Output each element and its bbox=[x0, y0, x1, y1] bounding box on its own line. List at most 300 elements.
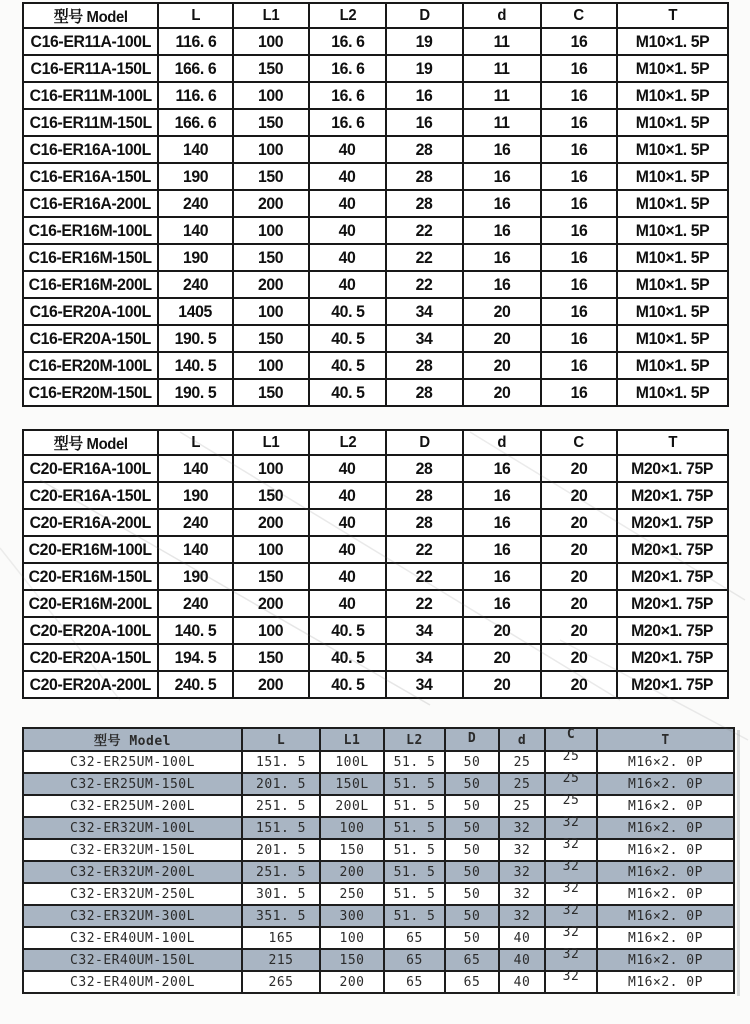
table-row bbox=[23, 861, 734, 883]
value-cell bbox=[158, 271, 233, 298]
value-cell bbox=[499, 839, 545, 861]
model-cell bbox=[23, 482, 158, 509]
value-cell bbox=[158, 136, 233, 163]
value-label: M16×2. 0P bbox=[628, 799, 703, 814]
column-header bbox=[309, 430, 386, 455]
column-header bbox=[386, 3, 463, 28]
table-row bbox=[23, 671, 728, 698]
column-header-label: d bbox=[517, 732, 527, 748]
value-label: 100 bbox=[339, 821, 365, 836]
value-label: 20 bbox=[493, 382, 511, 402]
table-row bbox=[23, 751, 734, 773]
value-label: 50 bbox=[463, 865, 481, 880]
value-cell bbox=[309, 244, 386, 271]
value-label: 100 bbox=[258, 139, 284, 159]
value-label: 151. 5 bbox=[256, 755, 306, 770]
value-cell bbox=[158, 325, 233, 352]
model-cell bbox=[23, 861, 242, 883]
value-label: 32 bbox=[562, 903, 580, 918]
value-label: 215 bbox=[268, 953, 294, 968]
model-cell bbox=[23, 644, 158, 671]
value-label: 16. 6 bbox=[330, 31, 365, 51]
model-cell bbox=[23, 379, 158, 406]
value-label: 201. 5 bbox=[256, 777, 306, 792]
model-label: C20-ER16M-150L bbox=[28, 566, 153, 586]
value-label: 150 bbox=[258, 566, 284, 586]
value-label: 100L bbox=[335, 755, 369, 770]
value-label: 40 bbox=[339, 220, 356, 240]
value-cell bbox=[386, 379, 463, 406]
value-cell bbox=[445, 795, 499, 817]
value-label: 100 bbox=[258, 85, 284, 105]
model-label: C20-ER16A-150L bbox=[29, 485, 152, 505]
value-cell bbox=[597, 927, 734, 949]
value-cell bbox=[541, 352, 617, 379]
table-row bbox=[23, 949, 734, 971]
column-header bbox=[386, 430, 463, 455]
value-label: 25 bbox=[562, 771, 580, 786]
model-label: C32-ER25UM-200L bbox=[70, 799, 195, 814]
value-label: 16 bbox=[570, 274, 588, 294]
value-label: 190 bbox=[182, 566, 209, 586]
value-label: 150 bbox=[258, 247, 284, 267]
model-cell bbox=[23, 905, 242, 927]
value-cell bbox=[541, 563, 617, 590]
value-label: 19 bbox=[416, 31, 433, 51]
value-cell bbox=[233, 163, 309, 190]
value-label: M10×1. 5P bbox=[635, 382, 710, 402]
value-cell bbox=[386, 55, 463, 82]
value-cell bbox=[384, 971, 445, 993]
value-label: 20 bbox=[570, 485, 588, 505]
value-cell bbox=[309, 298, 386, 325]
value-cell bbox=[242, 751, 320, 773]
value-label: 51. 5 bbox=[393, 821, 436, 836]
value-label: 20 bbox=[570, 674, 588, 694]
value-label: 28 bbox=[416, 355, 433, 375]
value-cell bbox=[463, 509, 541, 536]
column-header bbox=[23, 430, 158, 455]
value-label: 16 bbox=[493, 139, 511, 159]
value-label: 28 bbox=[416, 485, 433, 505]
table-row bbox=[23, 325, 728, 352]
value-label: 16. 6 bbox=[330, 112, 365, 132]
value-label: 40 bbox=[339, 512, 356, 532]
value-label: 51. 5 bbox=[393, 755, 436, 770]
value-label: 100 bbox=[258, 355, 284, 375]
value-label: 28 bbox=[416, 193, 433, 213]
value-label: 32 bbox=[513, 865, 531, 880]
value-label: M20×1. 75P bbox=[631, 593, 714, 613]
value-cell bbox=[499, 751, 545, 773]
value-label: M20×1. 75P bbox=[631, 458, 714, 478]
model-cell bbox=[23, 817, 242, 839]
model-label: C16-ER20M-100L bbox=[28, 355, 153, 375]
value-cell bbox=[233, 455, 309, 482]
value-cell bbox=[463, 617, 541, 644]
model-cell bbox=[23, 244, 158, 271]
value-label: 50 bbox=[463, 909, 481, 924]
value-label: M20×1. 75P bbox=[631, 620, 714, 640]
value-cell bbox=[617, 644, 728, 671]
value-cell bbox=[386, 617, 463, 644]
value-cell bbox=[233, 509, 309, 536]
model-cell bbox=[23, 927, 242, 949]
value-label: 22 bbox=[416, 274, 433, 294]
value-cell bbox=[233, 55, 309, 82]
value-cell bbox=[386, 271, 463, 298]
column-header-label: L2 bbox=[339, 433, 356, 451]
value-label: M10×1. 5P bbox=[635, 301, 710, 321]
value-label: 16 bbox=[570, 355, 588, 375]
model-cell bbox=[23, 55, 158, 82]
model-cell bbox=[23, 455, 158, 482]
model-label: C16-ER16A-150L bbox=[29, 166, 152, 186]
value-cell bbox=[541, 590, 617, 617]
model-cell bbox=[23, 163, 158, 190]
value-label: 200 bbox=[258, 274, 284, 294]
value-cell bbox=[541, 379, 617, 406]
value-label: 22 bbox=[416, 593, 433, 613]
value-cell bbox=[541, 55, 617, 82]
column-header bbox=[233, 430, 309, 455]
value-label: 32 bbox=[562, 969, 580, 984]
value-label: 25 bbox=[513, 799, 531, 814]
value-label: 200 bbox=[258, 674, 284, 694]
column-header-label: L2 bbox=[406, 732, 423, 748]
column-header-label: L bbox=[191, 6, 200, 24]
model-cell bbox=[23, 271, 158, 298]
value-cell bbox=[541, 298, 617, 325]
value-label: M10×1. 5P bbox=[635, 58, 710, 78]
table-row bbox=[23, 82, 728, 109]
value-cell bbox=[233, 244, 309, 271]
value-cell bbox=[463, 379, 541, 406]
value-label: 16 bbox=[493, 274, 511, 294]
value-cell bbox=[463, 644, 541, 671]
model-cell bbox=[23, 563, 158, 590]
value-cell bbox=[545, 773, 597, 795]
value-label: 100 bbox=[258, 458, 284, 478]
value-cell bbox=[233, 379, 309, 406]
value-cell bbox=[541, 617, 617, 644]
value-label: M10×1. 5P bbox=[635, 193, 710, 213]
model-label: C16-ER20A-150L bbox=[29, 328, 152, 348]
value-label: 40 bbox=[339, 593, 356, 613]
value-label: 11 bbox=[494, 58, 510, 78]
value-cell bbox=[545, 861, 597, 883]
value-label: 65 bbox=[463, 975, 481, 990]
table-row bbox=[23, 563, 728, 590]
value-cell bbox=[320, 927, 384, 949]
value-cell bbox=[445, 883, 499, 905]
value-label: 16 bbox=[493, 539, 511, 559]
value-cell bbox=[386, 455, 463, 482]
value-cell bbox=[617, 244, 728, 271]
value-cell bbox=[386, 217, 463, 244]
value-cell bbox=[463, 190, 541, 217]
value-label: 165 bbox=[268, 931, 294, 946]
value-label: 22 bbox=[416, 566, 433, 586]
value-label: 51. 5 bbox=[393, 777, 436, 792]
value-label: 16 bbox=[493, 512, 511, 532]
value-cell bbox=[386, 109, 463, 136]
value-cell bbox=[445, 861, 499, 883]
model-label: C20-ER20A-100L bbox=[29, 620, 152, 640]
value-cell bbox=[309, 163, 386, 190]
value-label: 40. 5 bbox=[330, 647, 365, 667]
value-label: 116. 6 bbox=[175, 85, 216, 105]
value-cell bbox=[541, 82, 617, 109]
value-label: 166. 6 bbox=[174, 112, 217, 132]
value-label: 16 bbox=[416, 85, 433, 105]
value-cell bbox=[309, 617, 386, 644]
value-label: 16 bbox=[570, 220, 588, 240]
value-label: 51. 5 bbox=[393, 865, 436, 880]
value-label: 201. 5 bbox=[256, 843, 306, 858]
value-cell bbox=[463, 536, 541, 563]
column-header-label: C bbox=[573, 6, 585, 24]
value-label: 40 bbox=[339, 274, 356, 294]
value-cell bbox=[541, 325, 617, 352]
value-label: M10×1. 5P bbox=[635, 247, 710, 267]
value-cell bbox=[386, 671, 463, 698]
value-label: M16×2. 0P bbox=[628, 865, 703, 880]
value-cell bbox=[541, 644, 617, 671]
value-label: 140 bbox=[182, 139, 209, 159]
value-cell bbox=[233, 482, 309, 509]
model-cell bbox=[23, 190, 158, 217]
value-cell bbox=[617, 455, 728, 482]
value-cell bbox=[309, 590, 386, 617]
value-cell bbox=[384, 773, 445, 795]
value-label: 32 bbox=[562, 859, 580, 874]
value-label: 28 bbox=[416, 382, 433, 402]
table-row bbox=[23, 379, 728, 406]
value-cell bbox=[463, 109, 541, 136]
value-cell bbox=[463, 352, 541, 379]
value-label: 150L bbox=[335, 777, 369, 792]
value-cell bbox=[617, 671, 728, 698]
value-cell bbox=[309, 482, 386, 509]
value-label: 16 bbox=[493, 566, 511, 586]
value-cell bbox=[499, 971, 545, 993]
value-label: M10×1. 5P bbox=[635, 166, 710, 186]
value-label: 40 bbox=[513, 975, 531, 990]
value-label: 16 bbox=[493, 166, 511, 186]
value-label: 140 bbox=[182, 539, 209, 559]
value-cell bbox=[499, 795, 545, 817]
value-label: M20×1. 75P bbox=[631, 512, 714, 532]
value-cell bbox=[545, 949, 597, 971]
value-label: 16 bbox=[570, 139, 588, 159]
value-label: 25 bbox=[513, 777, 531, 792]
value-label: 40. 5 bbox=[330, 382, 365, 402]
value-cell bbox=[158, 163, 233, 190]
column-header bbox=[545, 728, 597, 751]
value-label: 65 bbox=[406, 975, 423, 990]
value-cell bbox=[463, 244, 541, 271]
value-label: 11 bbox=[494, 31, 510, 51]
column-header-label: L1 bbox=[262, 433, 280, 451]
value-cell bbox=[386, 298, 463, 325]
value-label: 140 bbox=[182, 458, 209, 478]
column-header-label: T bbox=[668, 433, 677, 451]
value-label: 351. 5 bbox=[256, 909, 306, 924]
table-row bbox=[23, 136, 728, 163]
value-label: M10×1. 5P bbox=[635, 85, 710, 105]
value-label: 16 bbox=[570, 247, 588, 267]
value-cell bbox=[617, 55, 728, 82]
value-cell bbox=[386, 82, 463, 109]
value-cell bbox=[541, 136, 617, 163]
model-label: C16-ER11M-100L bbox=[29, 85, 152, 105]
value-label: M16×2. 0P bbox=[628, 755, 703, 770]
column-header bbox=[23, 3, 158, 28]
model-cell bbox=[23, 298, 158, 325]
value-label: 200 bbox=[258, 512, 284, 532]
column-header-label: C bbox=[573, 433, 585, 451]
column-header bbox=[309, 3, 386, 28]
value-label: M10×1. 5P bbox=[635, 31, 710, 51]
value-cell bbox=[617, 617, 728, 644]
column-header bbox=[617, 3, 728, 28]
value-cell bbox=[242, 773, 320, 795]
model-cell bbox=[23, 536, 158, 563]
value-label: 32 bbox=[513, 843, 531, 858]
value-label: 16 bbox=[570, 301, 588, 321]
table-row bbox=[23, 839, 734, 861]
value-cell bbox=[541, 536, 617, 563]
column-header-label: L2 bbox=[339, 6, 356, 24]
value-label: 100 bbox=[258, 31, 284, 51]
value-cell bbox=[320, 861, 384, 883]
model-label: C20-ER16M-200L bbox=[28, 593, 153, 613]
value-label: 20 bbox=[493, 301, 511, 321]
value-cell bbox=[233, 563, 309, 590]
value-cell bbox=[445, 817, 499, 839]
value-cell bbox=[617, 190, 728, 217]
column-header-label: D bbox=[467, 730, 477, 746]
value-label: M20×1. 75P bbox=[631, 485, 714, 505]
value-label: 28 bbox=[416, 458, 433, 478]
model-label: C32-ER40UM-100L bbox=[70, 931, 195, 946]
value-cell bbox=[233, 644, 309, 671]
model-cell bbox=[23, 617, 158, 644]
value-cell bbox=[384, 949, 445, 971]
value-cell bbox=[233, 536, 309, 563]
value-cell bbox=[320, 949, 384, 971]
value-cell bbox=[158, 379, 233, 406]
column-header bbox=[463, 430, 541, 455]
value-label: 11 bbox=[494, 112, 510, 132]
value-cell bbox=[386, 352, 463, 379]
value-label: 20 bbox=[493, 328, 511, 348]
model-label: C32-ER32UM-300L bbox=[70, 909, 195, 924]
value-label: 11 bbox=[494, 85, 510, 105]
value-cell bbox=[158, 244, 233, 271]
value-cell bbox=[386, 536, 463, 563]
value-label: 51. 5 bbox=[393, 887, 436, 902]
value-label: M16×2. 0P bbox=[628, 975, 703, 990]
model-cell bbox=[23, 136, 158, 163]
value-cell bbox=[617, 590, 728, 617]
value-cell bbox=[499, 773, 545, 795]
model-cell bbox=[23, 971, 242, 993]
value-label: 50 bbox=[463, 843, 481, 858]
scanner-edge-artifact bbox=[737, 730, 740, 996]
value-label: M10×1. 5P bbox=[635, 220, 710, 240]
value-cell bbox=[617, 352, 728, 379]
column-header bbox=[541, 3, 617, 28]
value-cell bbox=[541, 190, 617, 217]
value-label: 16 bbox=[493, 220, 511, 240]
model-label: C20-ER16M-100L bbox=[28, 539, 153, 559]
table-row bbox=[23, 109, 728, 136]
column-header bbox=[499, 728, 545, 751]
value-label: 20 bbox=[570, 458, 588, 478]
value-label: 150 bbox=[258, 166, 284, 186]
value-label: 140. 5 bbox=[174, 355, 217, 375]
value-cell bbox=[242, 927, 320, 949]
model-label: C32-ER32UM-150L bbox=[70, 843, 195, 858]
value-cell bbox=[499, 861, 545, 883]
value-cell bbox=[541, 244, 617, 271]
table-row bbox=[23, 817, 734, 839]
table-row bbox=[23, 455, 728, 482]
value-cell bbox=[386, 163, 463, 190]
spec-table-c20-section bbox=[22, 429, 727, 699]
model-label: C32-ER32UM-200L bbox=[70, 865, 195, 880]
value-cell bbox=[386, 644, 463, 671]
value-cell bbox=[445, 971, 499, 993]
value-label: 20 bbox=[570, 593, 588, 613]
value-label: M10×1. 5P bbox=[635, 139, 710, 159]
value-label: 265 bbox=[268, 975, 294, 990]
value-cell bbox=[242, 861, 320, 883]
value-cell bbox=[320, 751, 384, 773]
value-cell bbox=[233, 28, 309, 55]
value-cell bbox=[158, 482, 233, 509]
value-cell bbox=[617, 271, 728, 298]
value-cell bbox=[545, 817, 597, 839]
value-label: 32 bbox=[562, 881, 580, 896]
value-label: 20 bbox=[570, 566, 588, 586]
value-cell bbox=[233, 352, 309, 379]
value-label: 32 bbox=[562, 947, 580, 962]
value-cell bbox=[158, 644, 233, 671]
value-cell bbox=[158, 28, 233, 55]
value-label: 240 bbox=[182, 512, 209, 532]
value-label: 150 bbox=[339, 953, 365, 968]
value-cell bbox=[309, 190, 386, 217]
value-cell bbox=[309, 379, 386, 406]
value-cell bbox=[309, 82, 386, 109]
value-cell bbox=[384, 817, 445, 839]
value-label: 240. 5 bbox=[174, 674, 217, 694]
value-cell bbox=[541, 28, 617, 55]
value-label: M16×2. 0P bbox=[628, 887, 703, 902]
header-row bbox=[23, 430, 728, 455]
value-cell bbox=[309, 217, 386, 244]
column-header bbox=[320, 728, 384, 751]
value-cell bbox=[309, 109, 386, 136]
model-label: C32-ER32UM-100L bbox=[70, 821, 195, 836]
column-header bbox=[158, 430, 233, 455]
table-row bbox=[23, 509, 728, 536]
model-cell bbox=[23, 28, 158, 55]
table-row bbox=[23, 190, 728, 217]
